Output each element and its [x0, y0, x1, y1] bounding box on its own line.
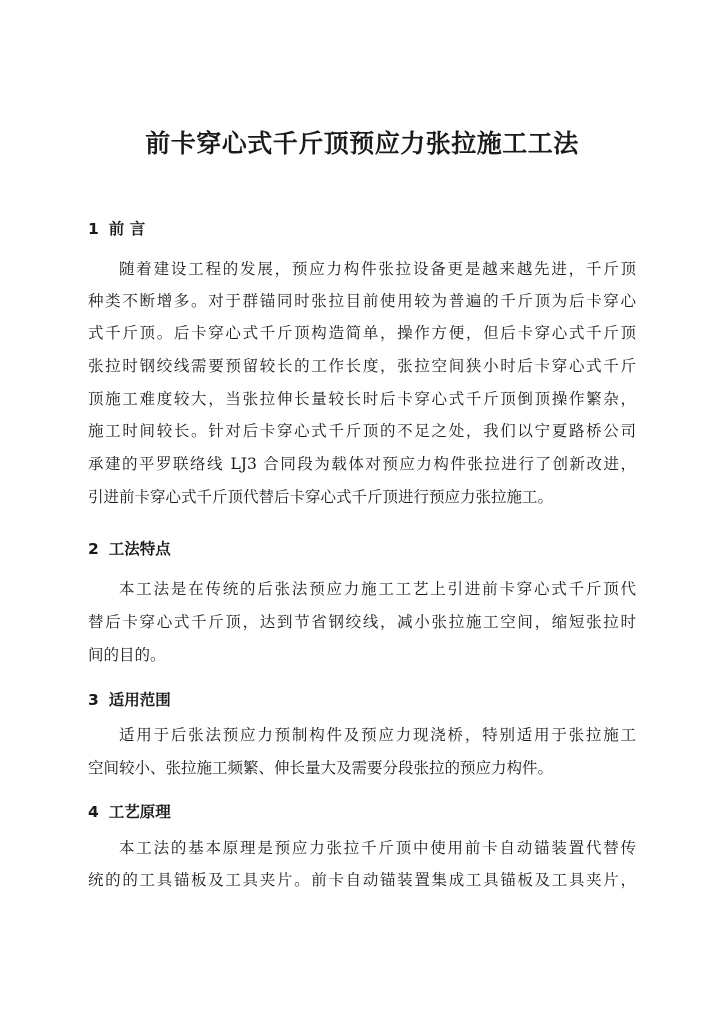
section-number: 1	[88, 220, 99, 238]
paragraph-line: 间的目的。	[88, 646, 166, 664]
section-number: 4	[88, 803, 99, 821]
paragraph-line: 本工法是在传统的后张法预应力施工工艺上引进前卡穿心式千斤顶代	[119, 580, 636, 598]
paragraph-line: 替后卡穿心式千斤顶，达到节省钢绞线，减小张拉施工空间，缩短张拉时	[88, 613, 636, 631]
section-heading-4	[88, 800, 171, 824]
paragraph-line: 式千斤顶。后卡穿心式千斤顶构造简单，操作方便，但后卡穿心式千斤顶	[88, 324, 636, 342]
paragraph-line: 统的的工具锚板及工具夹片。前卡自动锚装置集成工具锚板及工具夹片，	[88, 871, 636, 889]
paragraph-line: 空间较小、张拉施工频繁、伸长量大及需要分段张拉的预应力构件。	[88, 759, 554, 777]
paragraph-line: 随着建设工程的发展，预应力构件张拉设备更是越来越先进，千斤顶	[119, 260, 636, 278]
paragraph-line: 施工时间较长。针对后卡穿心式千斤顶的不足之处，我们以宁夏路桥公司	[88, 422, 636, 440]
paragraph-line: 本工法的基本原理是预应力张拉千斤顶中使用前卡自动锚装置代替传	[119, 839, 636, 857]
section-heading-3	[88, 688, 171, 712]
paragraph-line: 种类不断增多。对于群锚同时张拉目前使用较为普遍的千斤顶为后卡穿心	[88, 292, 636, 310]
paragraph-line: 适用于后张法预应力预制构件及预应力现浇桥，特别适用于张拉施工	[119, 726, 636, 744]
section-heading-text: 适用范围	[108, 691, 171, 709]
section-heading-text: 前 言	[108, 220, 146, 238]
section-heading-1	[88, 217, 145, 241]
page-title: 前卡穿心式千斤顶预应力张拉施工工法	[145, 129, 579, 158]
section-heading-text: 工法特点	[108, 540, 171, 558]
section-number: 3	[88, 691, 99, 709]
section-heading-text: 工艺原理	[108, 803, 171, 821]
paragraph-line: 承建的平罗联络线 LJ3 合同段为载体对预应力构件张拉进行了创新改进，	[88, 455, 636, 473]
section-heading-2	[88, 537, 171, 561]
paragraph-line: 张拉时钢绞线需要预留较长的工作长度，张拉空间狭小时后卡穿心式千斤	[88, 357, 636, 375]
paragraph-line: 顶施工难度较大，当张拉伸长量较长时后卡穿心式千斤顶倒顶操作繁杂，	[88, 390, 636, 408]
paragraph-line: 引进前卡穿心式千斤顶代替后卡穿心式千斤顶进行预应力张拉施工。	[88, 488, 554, 506]
section-number: 2	[88, 540, 99, 558]
